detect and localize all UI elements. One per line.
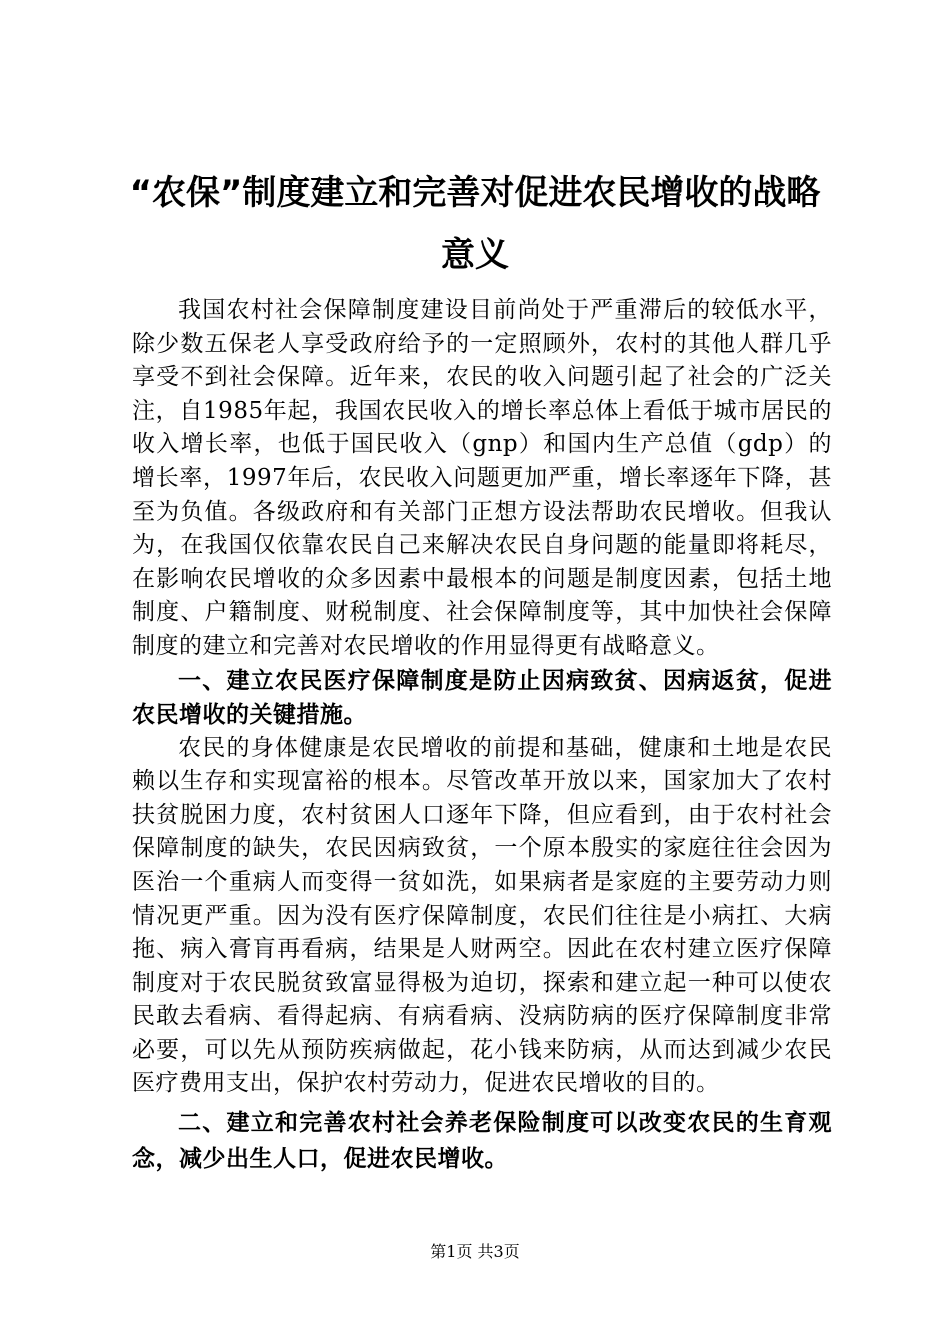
document-title: “农保”制度建立和完善对促进农民增收的战略意义 [129,173,821,275]
page-footer: 第1页 共3页 [430,1242,520,1261]
section-heading-2: 二、建立和完善农村社会养老保险制度可以改变农民的生育观念，减少出生人口，促进农民增收。 [132,1110,832,1173]
section-heading-1: 一、建立农民医疗保障制度是防止因病致贫、因病返贫，促进农民增收的关键措施。 [132,667,832,728]
document-body [132,294,832,1177]
intro-paragraph: 我国农村社会保障制度建设目前尚处于严重滞后的较低水平，除少数五保老人享受政府给予的一定照顾外，农村的其他人群几乎享受不到社会保障。近年来，农民的收入问题引起了社会的广泛关注，自1985年起，我国农民收入的增长率总体上看低于城市居民的收入增长率，也低于国民收入（gnp）和国内生产总值（gdp）的增长率，1997年后，农民收入问题更加严重，增长率逐年下降，甚至为负值。各级政府和有关部门正想方设法帮助农民增收。但我认为，在我国仅依靠农民自己来解决农民自身问题的能量即将耗尽，在影响农民增收的众多因素中最根本的问题是制度因素，包括土地制度、户籍制度、财税制度、社会保障制度等，其中加快社会保障制度的建立和完善对农民增收的作用显得更有战略意义。 [132,297,832,659]
section-1-paragraph: 农民的身体健康是农民增收的前提和基础，健康和土地是农民赖以生存和实现富裕的根本。尽管改革开放以来，国家加大了农村扶贫脱困力度，农村贫困人口逐年下降，但应看到，由于农村社会保障制度的缺失，农民因病致贫，一个原本殷实的家庭往往会因为医治一个重病人而变得一贫如洗，如果病者是家庭的主要劳动力则情况更严重。因为没有医疗保障制度，农民们往往是小病扛、大病拖、病入膏肓再看病，结果是人财两空。因此在农村建立医疗保障制度对于农民脱贫致富显得极为迫切，探索和建立起一种可以使农民敢去看病、看得起病、有病看病、没病防病的医疗保障制度非常必要，可以先从预防疾病做起，花小钱来防病，从而达到减少农民医疗费用支出，保护农村劳动力，促进农民增收的目的。 [132,734,832,1097]
